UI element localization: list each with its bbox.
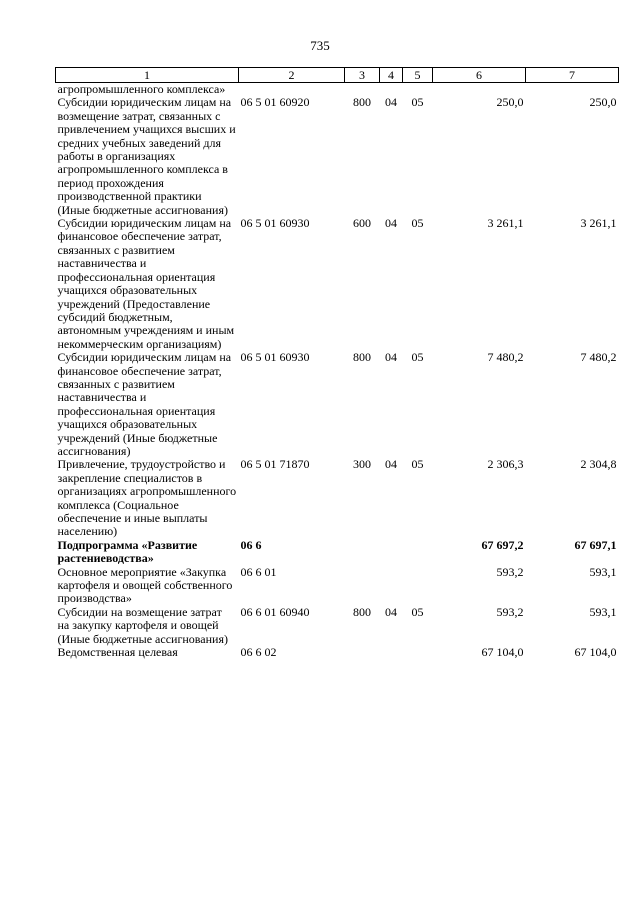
row-section: 04 (385, 95, 397, 110)
row-expense-type (345, 539, 380, 566)
row-name: агропромышленного комплекса» (57, 82, 226, 96)
row-expense-type: 800 (353, 350, 371, 365)
row-value-executed: 593,1 (589, 564, 617, 579)
row-code: 06 5 01 71870 (240, 457, 310, 472)
row-expense-type (345, 646, 380, 659)
row-value-executed: 67 697,1 (574, 537, 617, 552)
row-value-executed: 250,0 (589, 95, 617, 110)
row-expense-type: 300 (353, 457, 371, 472)
row-value-executed: 7 480,2 (580, 350, 617, 365)
column-header-2: 2 (239, 68, 345, 83)
column-header-5: 5 (403, 68, 433, 83)
row-subsection (403, 566, 433, 606)
table-row (56, 217, 619, 351)
table-row (56, 96, 619, 217)
table-row (56, 458, 619, 538)
row-subsection (403, 646, 433, 659)
row-name: Основное мероприятие «Закупка картофеля и овощей собственного производства» (57, 564, 233, 606)
table-row (56, 566, 619, 606)
row-code: 06 6 01 60940 (240, 604, 310, 619)
row-section (380, 646, 403, 659)
column-header-1: 1 (56, 68, 239, 83)
row-value-approved: 67 104,0 (481, 645, 524, 660)
row-expense-type: 600 (353, 216, 371, 231)
table-row (56, 83, 619, 97)
row-section (380, 566, 403, 606)
row-value-executed: 67 104,0 (574, 645, 617, 660)
row-section: 04 (385, 457, 397, 472)
row-value-approved (433, 83, 526, 97)
row-subsection (403, 539, 433, 566)
table-row (56, 646, 619, 659)
row-name: Привлечение, трудоустройство и закрепление специалистов в организациях агропромышленного комплекса (Социальное обеспечение и иные выплаты населению) (57, 457, 237, 539)
row-subsection (403, 83, 433, 97)
row-name: Ведомственная целевая (57, 645, 178, 660)
table-row (56, 606, 619, 646)
row-section (380, 539, 403, 566)
row-section (380, 83, 403, 97)
row-expense-type (345, 566, 380, 606)
row-value-executed: 2 304,8 (580, 457, 617, 472)
row-section: 04 (385, 216, 397, 231)
row-expense-type: 800 (353, 95, 371, 110)
row-code: 06 5 01 60920 (240, 95, 310, 110)
row-code: 06 5 01 60930 (240, 216, 310, 231)
row-code: 06 6 (240, 537, 262, 552)
row-subsection: 05 (411, 604, 424, 619)
row-subsection: 05 (411, 216, 424, 231)
column-header-3: 3 (345, 68, 380, 83)
row-name: Субсидии юридическим лицам на финансовое обеспечение затрат, связанных с развитием наставничества и профессиональная ориентация учащихся образовательных учреждений (Иные бюджетные ассигнования) (57, 350, 232, 458)
row-expense-type (345, 83, 380, 97)
row-subsection: 05 (411, 95, 424, 110)
column-header-6: 6 (433, 68, 526, 83)
table-row (56, 539, 619, 566)
row-value-approved: 593,2 (496, 604, 524, 619)
row-name: Субсидии юридическим лицам на возмещение затрат, связанных с привлечением учащихся высших и средних учебных заведений для работы в организациях агропромышленного комплекса в период прохождения производственной практики (Иные бюджетные ассигнования) (57, 95, 236, 217)
row-value-approved: 2 306,3 (487, 457, 524, 472)
row-code (239, 83, 345, 97)
row-subsection: 05 (411, 350, 424, 365)
row-value-approved: 67 697,2 (481, 537, 524, 552)
row-value-executed: 3 261,1 (580, 216, 617, 231)
budget-table (55, 67, 619, 659)
row-section: 04 (385, 604, 397, 619)
row-value-approved: 3 261,1 (487, 216, 524, 231)
page-number: 735 (310, 38, 330, 53)
row-section: 04 (385, 350, 397, 365)
table-row (56, 351, 619, 458)
row-name: Субсидии юридическим лицам на финансовое обеспечение затрат, связанных с развитием наставничества и профессиональная ориентация учащихся образовательных учреждений (Предоставление субсидий бюджетным, автономным учреждениям и иным некоммерческим организациям) (57, 216, 235, 351)
row-subsection: 05 (411, 457, 424, 472)
row-expense-type: 800 (353, 604, 371, 619)
row-code: 06 6 01 (240, 564, 277, 579)
column-header-4: 4 (380, 68, 403, 83)
row-name: Подпрограмма «Развитие растениеводства» (57, 537, 198, 566)
row-value-approved: 250,0 (496, 95, 524, 110)
row-value-executed: 593,1 (589, 604, 617, 619)
row-value-executed (526, 83, 619, 97)
header-row (56, 68, 619, 83)
row-code: 06 6 02 (240, 645, 277, 660)
row-code: 06 5 01 60930 (240, 350, 310, 365)
row-name: Субсидии на возмещение затрат на закупку картофеля и овощей (Иные бюджетные ассигнования) (57, 604, 228, 646)
column-header-7: 7 (526, 68, 619, 83)
row-value-approved: 7 480,2 (487, 350, 524, 365)
row-value-approved: 593,2 (496, 564, 524, 579)
